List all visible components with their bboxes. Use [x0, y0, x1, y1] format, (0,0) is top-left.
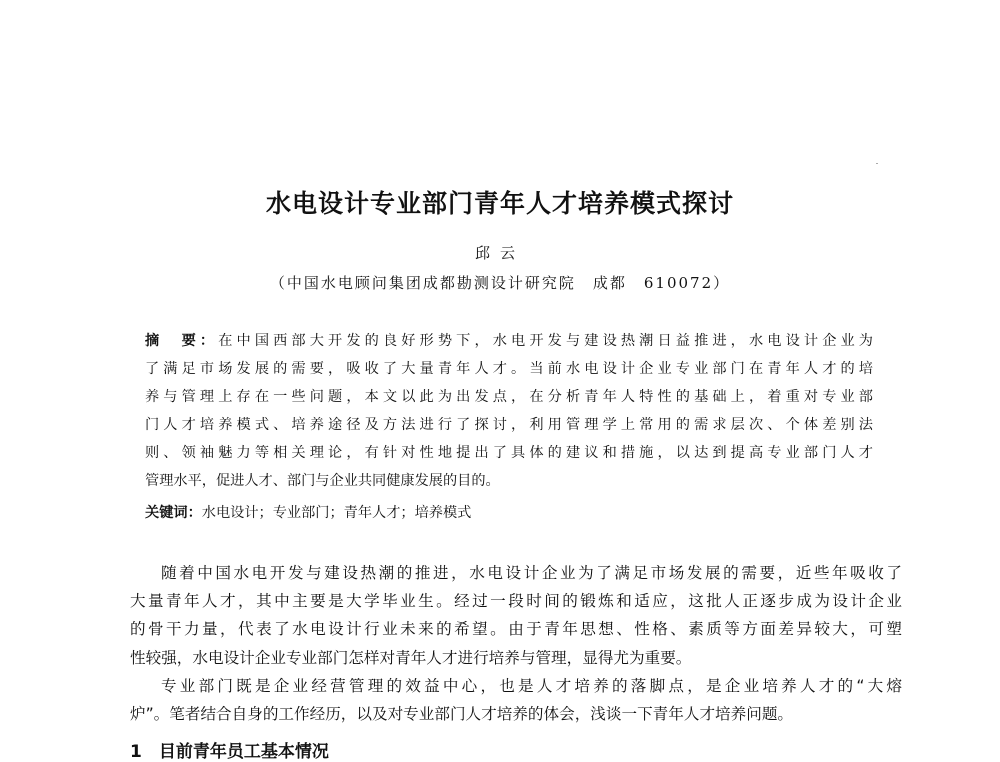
page-title: 水电设计专业部门青年人才培养模式探讨: [265, 189, 734, 218]
body-line: 炉”。笔者结合自身的工作经历，以及对专业部门人才培养的体会，浅谈一下青年人才培养问题。: [130, 704, 794, 723]
abstract: [145, 329, 873, 529]
abstract-label: 摘 要：: [145, 333, 219, 349]
body-line: 的骨干力量，代表了水电设计行业未来的希望。由于青年思想、性格、素质等方面差异较大，可塑: [130, 620, 902, 639]
abstract-line: 则、领袖魅力等相关理论，有针对性地提出了具体的建议和措施，以达到提高专业部门人才: [145, 445, 873, 461]
body-line: 随着中国水电开发与建设热潮的推进，水电设计企业为了满足市场发展的需要，近些年吸收了: [161, 564, 902, 582]
scan-speck: [876, 163, 878, 164]
author: 邱云: [474, 244, 525, 262]
body-line: 性较强，水电设计企业专业部门怎样对青年人才进行培养与管理，显得尤为重要。: [130, 648, 692, 667]
section-heading: 1 目前青年员工基本情况: [130, 742, 329, 762]
abstract-line: 养与管理上存在一些问题，本文以此为出发点，在分析青年人特性的基础上，着重对专业部: [145, 389, 873, 405]
abstract-line: 门人才培养模式、培养途径及方法进行了探讨，利用管理学上常用的需求层次、个体差别法: [145, 417, 873, 433]
abstract-line: 摘 要：在中国西部大开发的良好形势下，水电开发与建设热潮日益推进，水电设计企业为: [145, 333, 873, 349]
body-text: [130, 561, 902, 730]
body-line: 专业部门既是企业经营管理的效益中心，也是人才培养的落脚点，是企业培养人才的“大熔: [161, 676, 902, 695]
abstract-line: 管理水平，促进人才、部门与企业共同健康发展的目的。: [145, 473, 500, 489]
keywords-label: 关键词：: [145, 505, 202, 521]
keywords-text: 水电设计；专业部门；青年人才；培养模式: [201, 505, 472, 521]
affiliation: （中国水电顾问集团成都勘测设计研究院 成都 610072）: [269, 274, 731, 292]
abstract-line: 了满足市场发展的需要，吸收了大量青年人才。当前水电设计企业专业部门在青年人才的培: [145, 361, 873, 377]
keywords: [145, 501, 873, 529]
body-line: 大量青年人才，其中主要是大学毕业生。经过一段时间的锻炼和适应，这批人正逐步成为设计企业: [130, 592, 902, 611]
